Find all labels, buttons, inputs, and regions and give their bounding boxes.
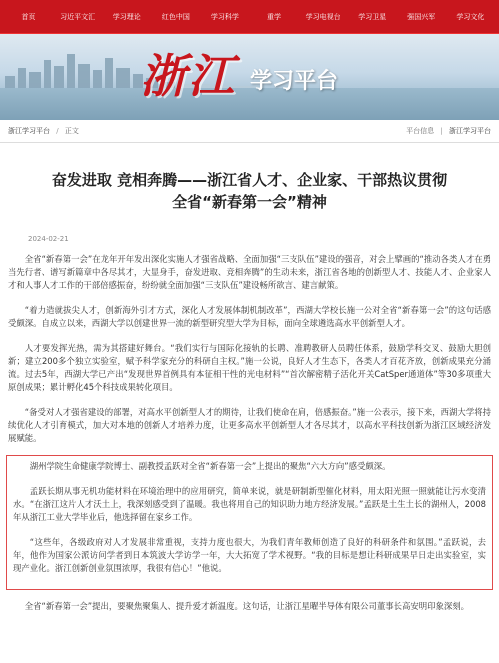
article-paragraph: “这些年，各级政府对人才发展非常重视，支持力度也很大，为我们青年教师创造了良好的科研条件和氛围。”孟跃说，去年，他作为国家公派访问学者到日本筑波大学访学一年，大大拓宽了学术视野。“我的目标是想让科研成果早日走出实验室，实现产业化。浙江创新创业氛围浓厚，我很有信心！”他说。 (13, 537, 486, 573)
article-date: 2024-02-21 (28, 235, 69, 243)
breadcrumb-home-link[interactable]: 浙江学习平台 (8, 127, 50, 135)
nav-item-tv[interactable]: 学习电视台 (305, 12, 341, 21)
article-paragraph: “备受对人才强省建设的部署，对高水平创新型人才的期待，让我们使命在肩，倍感振奋。”施一公表示，接下来，西湖大学将持续优化人才引育模式，加大对本地的创新人才培养力度，让更多高水平创新型人才各尽其才，以高水平科技创新为浙江区域经济发展赋能。 (8, 407, 491, 443)
nav-item-science[interactable]: 学习科学 (210, 12, 239, 21)
nav-item-home[interactable]: 首页 (21, 12, 36, 21)
nav-item-red-china[interactable]: 红色中国 (161, 12, 190, 21)
top-navigation (0, 0, 499, 33)
breadcrumb (8, 126, 79, 136)
article-paragraph: 湖州学院生命健康学院博士、副教授孟跃对全省“新春第一会”上提出的聚焦“六大方向”感受颇深。 (29, 461, 391, 471)
logo-zhejiang[interactable]: 浙江 (140, 49, 236, 103)
article-paragraph: 孟跃长期从事无机功能材料在环境治理中的应用研究，简单来说，就是研制新型催化材料，用太阳光照一照就能让污水变清水。“在浙江这片人才沃土上，我深刻感受到了温暖。我也将用自己的知识助力地方经济发展。”孟跃是土生土长的湖州人，2008年从浙江工业大学毕业后，他选择留在家乡工作。 (13, 486, 486, 522)
article-paragraph: 全省“新春第一会”提出，要聚焦聚集人、提升爱才新温度。这句话，让浙江星曜半导体有限公司董事长高安明印象深刻。 (24, 601, 469, 611)
source-link[interactable]: 浙江学习平台 (449, 127, 491, 135)
article-title-line-1: 奋发进取 竞相奔腾——浙江省人才、企业家、干部热议贯彻 (51, 171, 448, 189)
source-info (406, 126, 491, 136)
nav-item-chongxue[interactable]: 重学 (267, 12, 282, 21)
logo-subtitle: 学习平台 (250, 69, 339, 94)
article-paragraph: “着力造就拔尖人才，创新海外引才方式，深化人才发展体制机制改革”，西湖大学校长施一公对全省“新春第一会”的这句话感受颇深。自成立以来，西湖大学以创建世界一流的新型研究型大学为目标，面向全球遴选高水平创新型人才。 (8, 305, 491, 328)
nav-item-military[interactable]: 强国兴军 (407, 12, 436, 21)
article-title-line-2: 全省“新春第一会”精神 (172, 193, 327, 211)
nav-item-xi-wenhui[interactable]: 习近平文汇 (60, 12, 96, 21)
source-separator: | (440, 127, 443, 135)
breadcrumb-separator: / (56, 127, 59, 135)
source-label: 平台信息 (406, 127, 435, 135)
article-paragraph: 人才要发挥光热，需为其搭建好舞台。“我们实行与国际化接轨的长聘、准聘教研人员聘任体系，鼓励学科交叉、鼓励大胆创新；建立200多个独立实验室，赋予科学家充分的科研自主权。”施一公说，良好人才生态下，各类人才百花齐放，创新成果充分涌流。过去5年，西湖大学已产出“发现世界首例具有本征相干性的光电材料”“首次解密精子活化开关CatSper通道体”等30多项重大原创成果；累计孵化45个科技成果转化项目。 (8, 343, 491, 392)
article-body (0, 143, 499, 663)
nav-item-culture[interactable]: 学习文化 (456, 12, 485, 21)
breadcrumb-current: 正文 (64, 127, 79, 135)
breadcrumb-bar (0, 120, 499, 143)
article-paragraph: 全省“新春第一会”在龙年开年发出深化实施人才强省战略、全面加强“三支队伍”建设的强音，对会上擘画的“推动各类人才在勇当先行者、谱写新篇章中各尽其才，大显身手，奋发进取、竞相奔腾”的生动未来，浙江省各地的创新型人才、技能人才、企业家人才和人事人才工作的干部倍感振奋，纷纷就全面加强“三支队伍”建设畅所欲言、建言献策。 (8, 254, 491, 290)
nav-item-satellite[interactable]: 学习卫星 (358, 12, 387, 21)
nav-item-theory[interactable]: 学习理论 (112, 12, 141, 21)
header-banner (0, 33, 499, 120)
highlighted-section (6, 455, 493, 590)
article-title (8, 169, 491, 213)
